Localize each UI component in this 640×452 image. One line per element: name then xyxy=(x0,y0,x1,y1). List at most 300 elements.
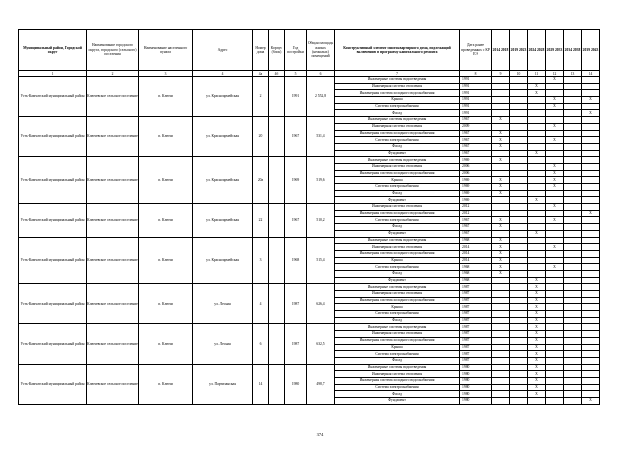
period-mark-cell: X xyxy=(492,130,510,137)
period-mark-cell xyxy=(510,143,528,150)
prior-repair-date-cell: 1987 xyxy=(460,357,492,364)
table-row xyxy=(19,204,600,211)
period-mark-cell xyxy=(582,357,600,364)
area-cell: 626,4 xyxy=(307,284,335,324)
prior-repair-date-cell: 1987 xyxy=(460,337,492,344)
table-row xyxy=(19,117,600,124)
element-cell: Фундамент xyxy=(335,277,460,284)
period-mark-cell xyxy=(564,244,582,251)
column-number: 11 xyxy=(528,71,546,77)
col-period-4: 2029 2033 xyxy=(546,30,564,71)
period-mark-cell: X xyxy=(546,163,564,170)
period-mark-cell xyxy=(510,364,528,371)
column-number: 2 xyxy=(87,71,139,77)
period-mark-cell xyxy=(582,277,600,284)
period-mark-cell xyxy=(564,337,582,344)
address-cell: ул. Лесная xyxy=(193,324,253,364)
area-cell: 519,6 xyxy=(307,157,335,204)
house-number-cell: 22 xyxy=(253,204,269,237)
prior-repair-date-cell: 1967 xyxy=(460,230,492,237)
year-cell: 1991 xyxy=(285,77,307,117)
period-mark-cell xyxy=(546,344,564,351)
period-mark-cell: X xyxy=(582,398,600,405)
period-mark-cell xyxy=(528,244,546,251)
period-mark-cell xyxy=(582,284,600,291)
element-cell: Инженерные системы водоотведения xyxy=(335,77,460,84)
period-mark-cell xyxy=(528,217,546,224)
period-mark-cell xyxy=(546,210,564,217)
prior-repair-date-cell: 1980 xyxy=(460,377,492,384)
col-period-6: 2039 2043 xyxy=(582,30,600,71)
building-cell xyxy=(269,364,285,404)
prior-repair-date-cell: 1987 xyxy=(460,304,492,311)
period-mark-cell: X xyxy=(528,277,546,284)
period-mark-cell xyxy=(492,110,510,117)
period-mark-cell xyxy=(564,264,582,271)
locality-cell: п. Ключи xyxy=(139,324,193,364)
element-cell: Инженерная система отопления xyxy=(335,163,460,170)
period-mark-cell xyxy=(564,351,582,358)
element-cell: Фасад xyxy=(335,190,460,197)
area-cell: 632,5 xyxy=(307,324,335,364)
period-mark-cell xyxy=(492,150,510,157)
settlement-cell: Ключевское сельское поселение xyxy=(87,204,139,237)
table-row xyxy=(19,324,600,331)
period-mark-cell: X xyxy=(492,143,510,150)
period-mark-cell xyxy=(564,163,582,170)
element-cell: Инженерная система отопления xyxy=(335,331,460,338)
table-row xyxy=(19,77,600,84)
element-cell: Инженерная система холодного водоснабжения xyxy=(335,297,460,304)
period-mark-cell xyxy=(564,130,582,137)
period-mark-cell xyxy=(546,150,564,157)
period-mark-cell xyxy=(510,337,528,344)
period-mark-cell xyxy=(582,190,600,197)
period-mark-cell xyxy=(492,337,510,344)
period-mark-cell: X xyxy=(546,244,564,251)
area-cell: 510,2 xyxy=(307,204,335,237)
period-mark-cell xyxy=(582,344,600,351)
period-mark-cell: X xyxy=(492,177,510,184)
column-number: 1 xyxy=(19,71,87,77)
period-mark-cell xyxy=(564,384,582,391)
prior-repair-date-cell: 1969 xyxy=(460,197,492,204)
table-row xyxy=(19,237,600,244)
period-mark-cell xyxy=(546,143,564,150)
period-mark-cell xyxy=(582,371,600,378)
prior-repair-date-cell: 1991 xyxy=(460,110,492,117)
period-mark-cell: X xyxy=(546,123,564,130)
period-mark-cell: X xyxy=(528,197,546,204)
period-mark-cell xyxy=(510,77,528,84)
period-mark-cell xyxy=(582,291,600,298)
column-number: 14 xyxy=(582,71,600,77)
period-mark-cell xyxy=(492,90,510,97)
period-mark-cell xyxy=(510,357,528,364)
prior-repair-date-cell: 1969 xyxy=(460,177,492,184)
period-mark-cell xyxy=(564,190,582,197)
prior-repair-date-cell: 1980 xyxy=(460,398,492,405)
period-mark-cell: X xyxy=(546,204,564,211)
period-mark-cell xyxy=(528,97,546,104)
period-mark-cell xyxy=(564,377,582,384)
house-number-cell: 20а xyxy=(253,157,269,204)
period-mark-cell xyxy=(492,284,510,291)
period-mark-cell xyxy=(582,317,600,324)
period-mark-cell xyxy=(510,344,528,351)
period-mark-cell xyxy=(510,244,528,251)
municipality-cell: Усть-Камчатский муниципальный район xyxy=(19,117,87,157)
period-mark-cell: X xyxy=(546,184,564,191)
municipality-cell: Усть-Камчатский муниципальный район xyxy=(19,157,87,204)
house-number-cell: 4 xyxy=(253,284,269,324)
period-mark-cell xyxy=(564,364,582,371)
element-cell: Фундамент xyxy=(335,230,460,237)
column-number: 4 xyxy=(193,71,253,77)
period-mark-cell xyxy=(492,291,510,298)
period-mark-cell xyxy=(492,357,510,364)
element-cell: Инженерная система отопления xyxy=(335,291,460,298)
period-mark-cell xyxy=(564,137,582,144)
element-cell: Инженерная система отопления xyxy=(335,204,460,211)
period-mark-cell xyxy=(492,97,510,104)
period-mark-cell xyxy=(546,224,564,231)
prior-repair-date-cell: 2012 xyxy=(460,204,492,211)
element-cell: Инженерная система отопления xyxy=(335,371,460,378)
element-cell: Система электроснабжения xyxy=(335,184,460,191)
settlement-cell: Ключевское сельское поселение xyxy=(87,117,139,157)
period-mark-cell xyxy=(564,224,582,231)
element-cell: Фасад xyxy=(335,357,460,364)
period-mark-cell xyxy=(510,351,528,358)
period-mark-cell xyxy=(510,264,528,271)
period-mark-cell xyxy=(528,204,546,211)
prior-repair-date-cell: 1967 xyxy=(460,224,492,231)
prior-repair-date-cell: 1967 xyxy=(460,150,492,157)
period-mark-cell xyxy=(510,377,528,384)
area-cell: 515,4 xyxy=(307,237,335,284)
prior-repair-date-cell: 1969 xyxy=(460,190,492,197)
col-period-2: 2019 2023 xyxy=(510,30,528,71)
period-mark-cell xyxy=(510,371,528,378)
table-row xyxy=(19,364,600,371)
prior-repair-date-cell: 1980 xyxy=(460,371,492,378)
area-cell: 531,4 xyxy=(307,117,335,157)
period-mark-cell xyxy=(582,377,600,384)
period-mark-cell xyxy=(564,90,582,97)
prior-repair-date-cell: 1991 xyxy=(460,77,492,84)
period-mark-cell xyxy=(546,90,564,97)
period-mark-cell xyxy=(564,143,582,150)
period-mark-cell xyxy=(564,157,582,164)
address-cell: ул. Партизанская xyxy=(193,364,253,404)
period-mark-cell: X xyxy=(528,371,546,378)
period-mark-cell: X xyxy=(546,264,564,271)
locality-cell: п. Ключи xyxy=(139,77,193,117)
period-mark-cell xyxy=(582,364,600,371)
period-mark-cell xyxy=(492,77,510,84)
element-cell: Система электроснабжения xyxy=(335,311,460,318)
period-mark-cell xyxy=(582,351,600,358)
period-mark-cell xyxy=(528,163,546,170)
period-mark-cell xyxy=(546,110,564,117)
municipality-cell: Усть-Камчатский муниципальный район xyxy=(19,324,87,364)
period-mark-cell: X xyxy=(492,217,510,224)
period-mark-cell xyxy=(510,398,528,405)
prior-repair-date-cell: 1987 xyxy=(460,297,492,304)
address-cell: ул. Красноармейская xyxy=(193,204,253,237)
year-cell: 1987 xyxy=(285,284,307,324)
period-mark-cell xyxy=(582,143,600,150)
col-locality: Наименование населенного пункта xyxy=(139,30,193,71)
period-mark-cell: X xyxy=(528,284,546,291)
period-mark-cell xyxy=(510,197,528,204)
year-cell: 1987 xyxy=(285,324,307,364)
period-mark-cell xyxy=(528,157,546,164)
period-mark-cell xyxy=(510,297,528,304)
prior-repair-date-cell: 1987 xyxy=(460,284,492,291)
period-mark-cell xyxy=(546,257,564,264)
period-mark-cell: X xyxy=(528,311,546,318)
municipality-cell: Усть-Камчатский муниципальный район xyxy=(19,77,87,117)
period-mark-cell: X xyxy=(582,210,600,217)
period-mark-cell xyxy=(564,83,582,90)
col-element: Конструктивный элемент многоквартирного дома, подлежащий включению в программу капитального ремонта xyxy=(335,30,460,71)
period-mark-cell: X xyxy=(546,103,564,110)
column-number: 7 xyxy=(335,71,460,77)
period-mark-cell xyxy=(510,291,528,298)
house-number-cell: 20 xyxy=(253,117,269,157)
prior-repair-date-cell: 1980 xyxy=(460,384,492,391)
period-mark-cell xyxy=(582,184,600,191)
period-mark-cell xyxy=(492,351,510,358)
period-mark-cell xyxy=(582,270,600,277)
year-cell: 1969 xyxy=(285,157,307,204)
prior-repair-date-cell: 1991 xyxy=(460,103,492,110)
period-mark-cell xyxy=(582,177,600,184)
period-mark-cell xyxy=(528,257,546,264)
period-mark-cell xyxy=(492,170,510,177)
period-mark-cell xyxy=(582,117,600,124)
element-cell: Инженерная система холодного водоснабжения xyxy=(335,210,460,217)
period-mark-cell xyxy=(546,317,564,324)
period-mark-cell xyxy=(492,364,510,371)
period-mark-cell: X xyxy=(492,264,510,271)
period-mark-cell xyxy=(492,324,510,331)
period-mark-cell xyxy=(582,230,600,237)
col-area: Общая площадь жилых (нежилых) помещений xyxy=(307,30,335,71)
period-mark-cell xyxy=(528,110,546,117)
element-cell: Инженерные системы водоотведения xyxy=(335,117,460,124)
period-mark-cell xyxy=(582,391,600,398)
period-mark-cell xyxy=(492,384,510,391)
period-mark-cell xyxy=(492,230,510,237)
period-mark-cell xyxy=(564,291,582,298)
element-cell: Фасад xyxy=(335,110,460,117)
period-mark-cell: X xyxy=(492,157,510,164)
element-cell: Фасад xyxy=(335,143,460,150)
period-mark-cell xyxy=(546,291,564,298)
period-mark-cell xyxy=(564,331,582,338)
period-mark-cell: X xyxy=(528,337,546,344)
building-cell xyxy=(269,77,285,117)
period-mark-cell: X xyxy=(492,257,510,264)
period-mark-cell xyxy=(546,197,564,204)
prior-repair-date-cell: 1987 xyxy=(460,311,492,318)
period-mark-cell xyxy=(528,210,546,217)
period-mark-cell xyxy=(492,210,510,217)
element-cell: Система электроснабжения xyxy=(335,217,460,224)
period-mark-cell xyxy=(582,250,600,257)
period-mark-cell xyxy=(546,311,564,318)
period-mark-cell xyxy=(510,230,528,237)
period-mark-cell: X xyxy=(492,224,510,231)
element-cell: Инженерная система холодного водоснабжения xyxy=(335,377,460,384)
period-mark-cell xyxy=(564,123,582,130)
locality-cell: п. Ключи xyxy=(139,284,193,324)
period-mark-cell xyxy=(564,270,582,277)
col-municipality: Муниципальный район, Городской округ xyxy=(19,30,87,71)
period-mark-cell xyxy=(546,377,564,384)
period-mark-cell xyxy=(564,344,582,351)
period-mark-cell xyxy=(564,103,582,110)
area-cell: 498,7 xyxy=(307,364,335,404)
element-cell: Инженерные системы водоотведения xyxy=(335,324,460,331)
period-mark-cell xyxy=(528,137,546,144)
prior-repair-date-cell: 1991 xyxy=(460,83,492,90)
period-mark-cell xyxy=(582,130,600,137)
period-mark-cell xyxy=(564,237,582,244)
prior-repair-date-cell: 2006 xyxy=(460,163,492,170)
col-period-3: 2024 2028 xyxy=(528,30,546,71)
element-cell: Инженерная система отопления xyxy=(335,123,460,130)
period-mark-cell xyxy=(510,83,528,90)
period-mark-cell xyxy=(510,317,528,324)
period-mark-cell xyxy=(528,103,546,110)
building-cell xyxy=(269,284,285,324)
period-mark-cell xyxy=(582,197,600,204)
prior-repair-date-cell: 1991 xyxy=(460,97,492,104)
address-cell: ул. Красноармейская xyxy=(193,157,253,204)
period-mark-cell: X xyxy=(492,137,510,144)
period-mark-cell xyxy=(510,184,528,191)
table-body xyxy=(19,77,600,405)
prior-repair-date-cell: 1987 xyxy=(460,351,492,358)
period-mark-cell: X xyxy=(546,77,564,84)
area-cell: 2 552,8 xyxy=(307,77,335,117)
element-cell: Крыша xyxy=(335,304,460,311)
period-mark-cell: X xyxy=(582,110,600,117)
period-mark-cell xyxy=(564,210,582,217)
period-mark-cell xyxy=(582,150,600,157)
period-mark-cell xyxy=(528,170,546,177)
table-header-row xyxy=(19,30,600,71)
period-mark-cell xyxy=(582,163,600,170)
element-cell: Инженерные системы водоотведения xyxy=(335,237,460,244)
period-mark-cell xyxy=(492,398,510,405)
prior-repair-date-cell: 1967 xyxy=(460,137,492,144)
period-mark-cell xyxy=(510,324,528,331)
period-mark-cell xyxy=(546,351,564,358)
period-mark-cell xyxy=(546,297,564,304)
period-mark-cell: X xyxy=(528,230,546,237)
element-cell: Фасад xyxy=(335,224,460,231)
column-number: 10 xyxy=(510,71,528,77)
year-cell: 1968 xyxy=(285,237,307,284)
period-mark-cell xyxy=(546,157,564,164)
element-cell: Фасад xyxy=(335,270,460,277)
period-mark-cell xyxy=(564,297,582,304)
prior-repair-date-cell: 1980 xyxy=(460,364,492,371)
prior-repair-date-cell: 1968 xyxy=(460,237,492,244)
period-mark-cell xyxy=(546,83,564,90)
address-cell: ул. Красноармейская xyxy=(193,237,253,284)
period-mark-cell xyxy=(564,204,582,211)
column-number: 9 xyxy=(492,71,510,77)
period-mark-cell xyxy=(492,377,510,384)
period-mark-cell xyxy=(492,123,510,130)
page-number: 374 xyxy=(316,432,324,437)
period-mark-cell xyxy=(582,331,600,338)
period-mark-cell xyxy=(528,130,546,137)
period-mark-cell xyxy=(510,224,528,231)
element-cell: Фундамент xyxy=(335,197,460,204)
element-cell: Система электроснабжения xyxy=(335,384,460,391)
period-mark-cell xyxy=(582,170,600,177)
period-mark-cell xyxy=(564,324,582,331)
period-mark-cell xyxy=(492,83,510,90)
period-mark-cell: X xyxy=(528,304,546,311)
period-mark-cell xyxy=(546,130,564,137)
period-mark-cell xyxy=(528,177,546,184)
period-mark-cell xyxy=(564,197,582,204)
period-mark-cell: X xyxy=(528,83,546,90)
period-mark-cell xyxy=(564,117,582,124)
period-mark-cell xyxy=(564,284,582,291)
prior-repair-date-cell: 1968 xyxy=(460,264,492,271)
period-mark-cell xyxy=(510,331,528,338)
element-cell: Инженерная система холодного водоснабжения xyxy=(335,337,460,344)
period-mark-cell xyxy=(546,331,564,338)
period-mark-cell xyxy=(510,277,528,284)
period-mark-cell xyxy=(528,264,546,271)
prior-repair-date-cell: 1968 xyxy=(460,277,492,284)
municipality-cell: Усть-Камчатский муниципальный район xyxy=(19,284,87,324)
period-mark-cell: X xyxy=(546,177,564,184)
period-mark-cell xyxy=(492,197,510,204)
period-mark-cell xyxy=(510,177,528,184)
prior-repair-date-cell: 1987 xyxy=(460,291,492,298)
municipality-cell: Усть-Камчатский муниципальный район xyxy=(19,204,87,237)
period-mark-cell xyxy=(582,123,600,130)
period-mark-cell xyxy=(510,163,528,170)
period-mark-cell xyxy=(510,130,528,137)
period-mark-cell xyxy=(582,244,600,251)
period-mark-cell xyxy=(582,137,600,144)
period-mark-cell xyxy=(564,77,582,84)
period-mark-cell xyxy=(510,110,528,117)
period-mark-cell: X xyxy=(528,391,546,398)
col-building: Корпус (блок) xyxy=(269,30,285,71)
year-cell: 1967 xyxy=(285,117,307,157)
period-mark-cell xyxy=(492,391,510,398)
column-number: 3 xyxy=(139,71,193,77)
col-house-no: Номер дома xyxy=(253,30,269,71)
period-mark-cell: X xyxy=(492,184,510,191)
period-mark-cell: X xyxy=(528,324,546,331)
element-cell: Инженерная система холодного водоснабжения xyxy=(335,90,460,97)
house-number-cell: 3 xyxy=(253,237,269,284)
